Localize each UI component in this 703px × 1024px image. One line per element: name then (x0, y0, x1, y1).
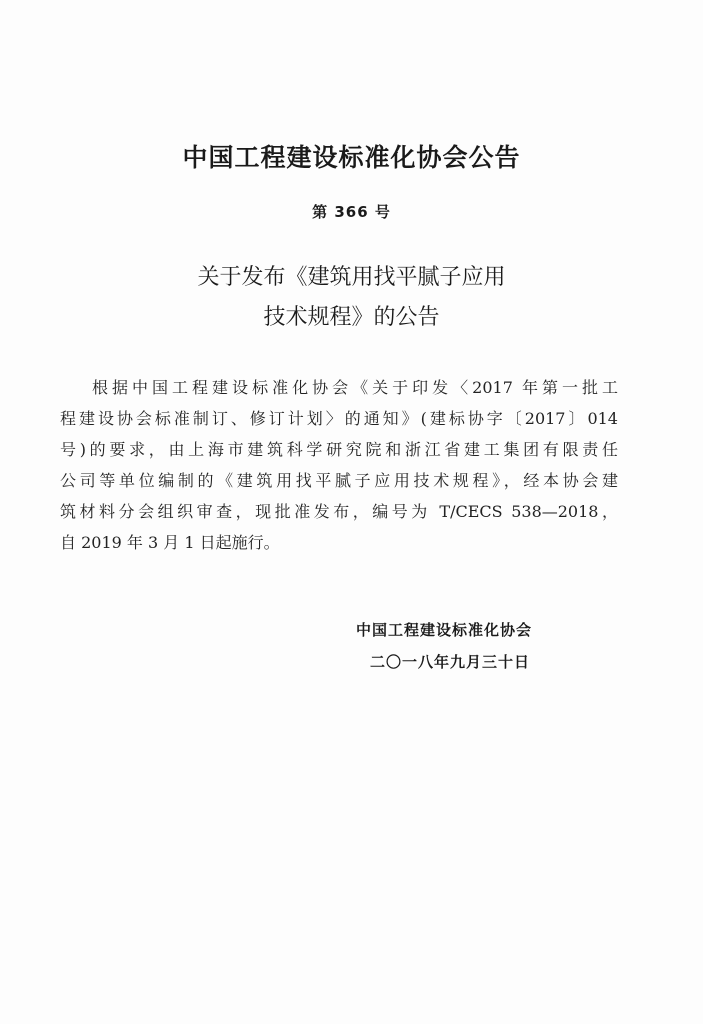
body-paragraph (60, 372, 618, 558)
issue-date: 二〇一八年九月三十日 (370, 653, 531, 671)
body-line-3: 号)的要求，由上海市建筑科学研究院和浙江省建工集团有限责任 (60, 440, 618, 459)
signature-block (356, 614, 532, 678)
body-line-1: 根据中国工程建设标准化协会《关于印发〈2017 年第一批工 (92, 378, 618, 397)
body-line-4: 公司等单位编制的《建筑用找平腻子应用技术规程》，经本协会建 (60, 471, 618, 490)
notice-title-line-2: 技术规程》的公告 (263, 305, 440, 330)
issuer-name: 中国工程建设标准化协会 (356, 621, 533, 639)
body-line-5: 筑材料分会组织审查，现批准发布，编号为 T/CECS 538—2018， (60, 502, 618, 521)
body-line-2: 程建设协会标准制订、修订计划〉的通知》(建标协字〔2017〕014 (60, 409, 618, 428)
body-line-6: 自 2019 年 3 月 1 日起施行。 (60, 533, 280, 552)
notice-title (0, 258, 703, 338)
org-title: 中国工程建设标准化协会公告 (182, 143, 521, 172)
notice-title-line-1: 关于发布《建筑用找平腻子应用 (197, 265, 506, 290)
doc-number: 第 366 号 (312, 203, 391, 221)
